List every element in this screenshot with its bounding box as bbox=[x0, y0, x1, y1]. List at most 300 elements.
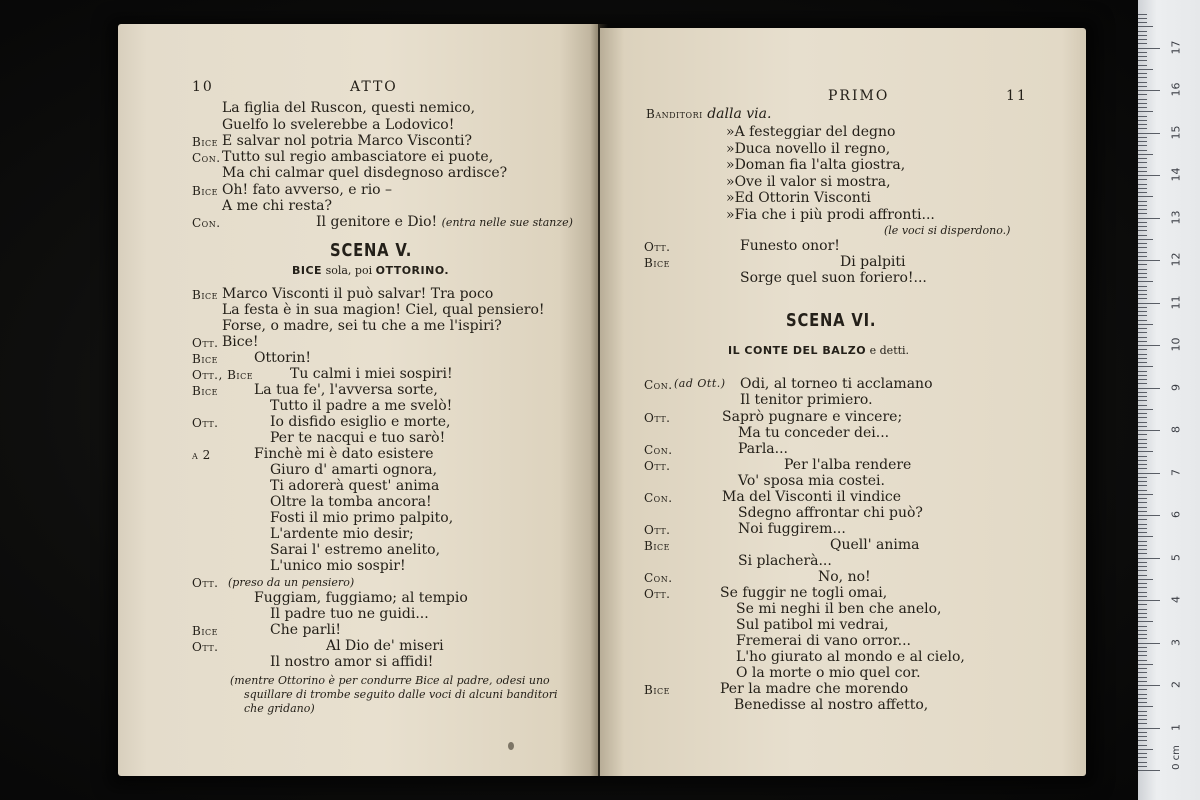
verse-line bbox=[222, 302, 545, 318]
ruler-tick bbox=[1138, 128, 1147, 129]
ruler-tick bbox=[1138, 545, 1147, 546]
ruler-tick bbox=[1138, 396, 1147, 397]
subtitle-text: e detti. bbox=[866, 344, 910, 357]
ruler-tick bbox=[1138, 290, 1147, 291]
verse-line bbox=[738, 425, 889, 441]
chorus-line: »A festeggiar del degno bbox=[726, 124, 896, 140]
ruler-tick bbox=[1138, 681, 1147, 682]
verse-text: L'unico mio sospir! bbox=[270, 558, 406, 574]
ruler-tick bbox=[1138, 82, 1147, 83]
ruler-number: 1 bbox=[1169, 723, 1183, 731]
verse-text: L'ho giurato al mondo e al cielo, bbox=[736, 649, 965, 665]
ruler-tick bbox=[1138, 303, 1160, 304]
ruler-tick bbox=[1138, 434, 1147, 435]
ruler-tick bbox=[1138, 247, 1147, 248]
page-number: 11 bbox=[1006, 88, 1028, 104]
ruler-tick bbox=[1138, 124, 1147, 125]
ruler-tick bbox=[1138, 154, 1153, 155]
ruler-tick bbox=[1138, 596, 1147, 597]
ruler-tick bbox=[1138, 655, 1147, 656]
verse-text: Fremerai di vano orror... bbox=[736, 633, 912, 649]
verse-text: Di palpiti bbox=[840, 254, 906, 270]
ruler-tick bbox=[1138, 413, 1147, 414]
ruler-tick bbox=[1138, 260, 1160, 261]
verse-line bbox=[840, 254, 905, 270]
verse-line bbox=[738, 441, 788, 457]
ruler-tick bbox=[1138, 587, 1147, 588]
ruler-tick bbox=[1138, 320, 1147, 321]
ruler-tick bbox=[1138, 481, 1147, 482]
ruler-tick bbox=[1138, 281, 1153, 282]
ruler-number: 16 bbox=[1169, 82, 1183, 97]
verse-text: Al Dio de' miseri bbox=[326, 638, 444, 654]
chorus-line: »Fia che i più prodi affronti... bbox=[726, 206, 935, 223]
verse-text: Per l'alba rendere bbox=[784, 457, 912, 473]
verse-line bbox=[222, 149, 493, 165]
ruler-tick bbox=[1138, 694, 1147, 695]
verse-line bbox=[290, 366, 453, 382]
ruler-tick bbox=[1138, 579, 1153, 580]
ruler-tick bbox=[1138, 222, 1147, 223]
ruler-tick bbox=[1138, 570, 1147, 571]
verse-text: Sul patibol mi vedrai, bbox=[736, 617, 889, 633]
verse-text: Fosti il mio primo palpito, bbox=[270, 510, 454, 526]
ruler-tick bbox=[1138, 48, 1160, 49]
ruler-tick bbox=[1138, 103, 1147, 104]
scene-title: SCENA V. bbox=[330, 240, 413, 261]
verse-line bbox=[222, 334, 259, 350]
verse-line bbox=[270, 542, 440, 558]
ruler-number: 7 bbox=[1169, 468, 1183, 476]
verse-line bbox=[228, 574, 354, 591]
verse-line bbox=[316, 214, 573, 231]
ruler-tick bbox=[1138, 239, 1153, 240]
verse-line bbox=[270, 414, 450, 430]
verse-line bbox=[736, 633, 911, 649]
ruler-tick bbox=[1138, 677, 1147, 678]
verse-text: Ma tu conceder dei... bbox=[738, 425, 890, 441]
verse-text: La tua fe', l'avversa sorte, bbox=[254, 382, 438, 398]
ruler-tick bbox=[1138, 745, 1147, 746]
speaker: Banditori bbox=[646, 107, 703, 121]
ruler-tick bbox=[1138, 562, 1147, 563]
verse-line bbox=[736, 617, 889, 633]
ruler-tick bbox=[1138, 213, 1147, 214]
ruler-tick bbox=[1138, 226, 1147, 227]
ruler-tick bbox=[1138, 26, 1153, 27]
character-name: IL CONTE DEL BALZO bbox=[728, 344, 867, 357]
ruler-number: 9 bbox=[1169, 383, 1183, 391]
ruler-tick bbox=[1138, 524, 1147, 525]
ruler-tick bbox=[1138, 77, 1147, 78]
verse-line bbox=[740, 376, 933, 392]
ruler-tick bbox=[1138, 315, 1147, 316]
ruler-tick bbox=[1138, 362, 1147, 363]
speaker-label: Bice bbox=[192, 384, 218, 398]
ruler-tick bbox=[1138, 379, 1147, 380]
right-page bbox=[600, 28, 1086, 776]
ruler-tick bbox=[1138, 273, 1147, 274]
ruler-number: 4 bbox=[1169, 596, 1183, 603]
speaker-label: Con. bbox=[644, 491, 673, 505]
ruler-tick bbox=[1138, 409, 1153, 410]
ruler-tick bbox=[1138, 422, 1147, 423]
verse-line bbox=[740, 392, 873, 408]
verse-line bbox=[270, 430, 445, 446]
verse-line bbox=[734, 697, 928, 713]
ruler-tick bbox=[1138, 617, 1147, 618]
verse-line bbox=[254, 382, 438, 398]
speaker-label: Ott. bbox=[644, 240, 671, 254]
verse-line bbox=[270, 606, 429, 622]
ruler-tick bbox=[1138, 31, 1147, 32]
verse-line bbox=[270, 526, 414, 542]
verse-text: Ti adorerà quest' anima bbox=[270, 478, 440, 494]
verse-line bbox=[270, 398, 452, 414]
ruler-tick bbox=[1138, 405, 1147, 406]
stage-direction-line: (mentre Ottorino è per condurre Bice al padre, odesi uno bbox=[230, 674, 550, 687]
verse-line bbox=[222, 133, 472, 149]
verse-line bbox=[222, 318, 502, 334]
verse-text: Per la madre che morendo bbox=[720, 681, 909, 697]
ruler-tick bbox=[1138, 553, 1147, 554]
verse-text: Bice! bbox=[222, 334, 259, 350]
verse-text: La figlia del Ruscon, questi nemico, bbox=[222, 100, 476, 116]
speaker-label: Bice bbox=[192, 624, 218, 638]
verse-text: Ottorin! bbox=[254, 350, 311, 366]
ruler-tick bbox=[1138, 205, 1147, 206]
verse-text: Oh! fato avverso, e rio – bbox=[222, 182, 393, 198]
verse-text: A me chi resta? bbox=[222, 198, 332, 214]
ink-smudge bbox=[508, 742, 514, 750]
ruler-tick bbox=[1138, 400, 1147, 401]
verse-line bbox=[720, 585, 887, 601]
verse-text: Ma chi calmar quel disdegnoso ardisce? bbox=[222, 165, 508, 181]
ruler-tick bbox=[1138, 43, 1147, 44]
ruler-tick bbox=[1138, 740, 1147, 741]
verse-line bbox=[270, 558, 406, 574]
intro-line bbox=[646, 106, 771, 122]
verse-line bbox=[254, 590, 468, 606]
ruler-tick bbox=[1138, 349, 1147, 350]
ruler-tick bbox=[1138, 651, 1147, 652]
ruler-tick bbox=[1138, 133, 1160, 134]
verse-line bbox=[222, 100, 475, 116]
speaker-label: Con. bbox=[192, 151, 221, 165]
ruler-tick bbox=[1138, 145, 1147, 146]
scene-title: SCENA VI. bbox=[786, 310, 877, 331]
stage-direction: (entra nelle sue stanze) bbox=[441, 216, 573, 229]
ruler-tick bbox=[1138, 490, 1147, 491]
ruler-tick bbox=[1138, 171, 1147, 172]
verse-line bbox=[736, 649, 965, 665]
stage-direction-line: squillare di trombe seguito dalle voci di alcuni banditori bbox=[244, 688, 558, 701]
ruler-tick bbox=[1138, 341, 1147, 342]
running-head: PRIMO bbox=[828, 88, 890, 104]
ruler-tick bbox=[1138, 162, 1147, 163]
ruler-tick bbox=[1138, 689, 1147, 690]
verse-text: L'ardente mio desir; bbox=[270, 526, 414, 542]
ruler-number: 14 bbox=[1169, 167, 1183, 182]
verse-text: Forse, o madre, sei tu che a me l'ispiri? bbox=[222, 318, 502, 334]
ruler-tick bbox=[1138, 86, 1147, 87]
ruler-tick bbox=[1138, 511, 1147, 512]
ruler-tick bbox=[1138, 460, 1147, 461]
stage-direction-line: che gridano) bbox=[244, 702, 315, 715]
verse-line bbox=[270, 622, 341, 638]
ruler-tick bbox=[1138, 613, 1147, 614]
ruler-tick bbox=[1138, 498, 1147, 499]
show-through-text bbox=[620, 388, 625, 407]
verse-line bbox=[736, 601, 941, 617]
verse-text: Giuro d' amarti ognora, bbox=[270, 462, 438, 478]
ruler-tick bbox=[1138, 647, 1147, 648]
verse-line bbox=[326, 638, 444, 654]
ruler-tick bbox=[1138, 209, 1147, 210]
ruler-tick bbox=[1138, 600, 1160, 601]
measuring-ruler bbox=[1138, 0, 1200, 800]
ruler-tick bbox=[1138, 736, 1147, 737]
ruler-tick bbox=[1138, 56, 1147, 57]
verse-text: Il padre tuo ne guidi... bbox=[270, 606, 429, 622]
ruler-tick bbox=[1138, 65, 1147, 66]
ruler-tick bbox=[1138, 698, 1147, 699]
verse-text: Si placherà... bbox=[738, 553, 832, 569]
ruler-tick bbox=[1138, 196, 1153, 197]
verse-line bbox=[740, 270, 927, 286]
verse-line bbox=[270, 478, 439, 494]
ruler-tick bbox=[1138, 719, 1147, 720]
verse-line bbox=[254, 350, 311, 366]
verse-text: Odi, al torneo ti acclamano bbox=[740, 376, 933, 392]
verse-text: Se mi neghi il ben che anelo, bbox=[736, 601, 942, 617]
ruler-tick bbox=[1138, 706, 1153, 707]
speaker-label: Con. bbox=[644, 443, 673, 457]
stage-direction: dalla via. bbox=[707, 106, 772, 122]
ruler-tick bbox=[1138, 269, 1147, 270]
ruler-tick bbox=[1138, 443, 1147, 444]
verse-line bbox=[818, 569, 871, 585]
chorus-line: »Ed Ottorin Visconti bbox=[726, 190, 871, 206]
ruler-tick bbox=[1138, 366, 1153, 367]
ruler-tick bbox=[1138, 762, 1147, 763]
speaker-label: Bice bbox=[192, 352, 218, 366]
ruler-tick bbox=[1138, 218, 1160, 219]
verse-line bbox=[736, 665, 921, 681]
ruler-tick bbox=[1138, 621, 1153, 622]
left-page bbox=[118, 24, 598, 776]
ruler-tick bbox=[1138, 332, 1147, 333]
ruler-tick bbox=[1138, 337, 1147, 338]
verse-text: No, no! bbox=[818, 569, 871, 585]
ruler-number: 12 bbox=[1169, 252, 1183, 267]
verse-text: Il genitore e Dio! bbox=[316, 214, 438, 230]
ruler-tick bbox=[1138, 664, 1153, 665]
ruler-tick bbox=[1138, 626, 1147, 627]
ruler-tick bbox=[1138, 426, 1147, 427]
ruler-tick bbox=[1138, 536, 1153, 537]
speaker-label: Con. bbox=[644, 378, 673, 392]
verse-text: Guelfo lo svelerebbe a Lodovico! bbox=[222, 117, 455, 133]
ruler-tick bbox=[1138, 14, 1147, 15]
ruler-tick bbox=[1138, 243, 1147, 244]
verse-line bbox=[738, 473, 885, 489]
ruler-tick bbox=[1138, 235, 1147, 236]
verse-line bbox=[222, 117, 454, 133]
ruler-tick bbox=[1138, 179, 1147, 180]
chorus-line: »Ove il valor si mostra, bbox=[726, 173, 891, 190]
speaker-label: Ott., Bice bbox=[192, 368, 254, 382]
speaker-label: Ott. bbox=[644, 459, 671, 473]
verse-text: Il tenitor primiero. bbox=[740, 392, 873, 408]
ruler-tick bbox=[1138, 528, 1147, 529]
verse-text: Benedisse al nostro affetto, bbox=[734, 697, 929, 713]
ruler-tick bbox=[1138, 388, 1160, 389]
subtitle-text: sola, poi bbox=[322, 264, 376, 277]
verse-text: Saprò pugnare e vincere; bbox=[722, 409, 903, 425]
verse-text: Fuggiam, fuggiamo; al tempio bbox=[254, 590, 468, 606]
ruler-tick bbox=[1138, 668, 1147, 669]
ruler-number: 6 bbox=[1169, 511, 1183, 518]
speaker-label: Bice bbox=[644, 256, 670, 270]
ruler-tick bbox=[1138, 468, 1147, 469]
verse-line bbox=[222, 182, 392, 198]
speaker-label: a 2 bbox=[192, 448, 211, 462]
speaker-label: Bice bbox=[192, 288, 218, 302]
verse-text: Oltre la tomba ancora! bbox=[270, 494, 432, 510]
ruler-tick bbox=[1138, 392, 1147, 393]
verse-text: E salvar nol potria Marco Visconti? bbox=[222, 133, 472, 149]
stage-direction: (preso da un pensiero) bbox=[228, 576, 355, 589]
speaker-label: Ott. bbox=[192, 576, 219, 590]
verse-text: Tutto sul regio ambasciatore ei puote, bbox=[222, 149, 494, 165]
ruler-tick bbox=[1138, 39, 1147, 40]
verse-line bbox=[738, 505, 923, 521]
ruler-number: 2 bbox=[1169, 681, 1183, 688]
ruler-tick bbox=[1138, 749, 1153, 750]
verse-line bbox=[722, 409, 902, 425]
ruler-tick bbox=[1138, 99, 1147, 100]
ruler-tick bbox=[1138, 311, 1147, 312]
verse-line bbox=[830, 537, 920, 553]
speaker-label: Ott. bbox=[644, 411, 671, 425]
ruler-tick bbox=[1138, 502, 1147, 503]
verse-text: O la morte o mio quel cor. bbox=[736, 665, 921, 681]
ruler-tick bbox=[1138, 770, 1160, 771]
ruler-tick bbox=[1138, 324, 1153, 325]
verse-line bbox=[740, 238, 840, 254]
ruler-tick bbox=[1138, 519, 1147, 520]
ruler-tick bbox=[1138, 294, 1147, 295]
ruler-number: 10 bbox=[1169, 337, 1183, 352]
ruler-tick bbox=[1138, 358, 1147, 359]
verse-text: Che parli! bbox=[270, 622, 342, 638]
ruler-tick bbox=[1138, 485, 1147, 486]
verse-text: Per te nacqui e tuo sarò! bbox=[270, 430, 446, 446]
ruler-tick bbox=[1138, 60, 1147, 61]
ruler-tick bbox=[1138, 630, 1147, 631]
ruler-tick bbox=[1138, 298, 1147, 299]
speaker-label: Ott. bbox=[192, 416, 219, 430]
ruler-tick bbox=[1138, 634, 1147, 635]
ruler-tick bbox=[1138, 583, 1147, 584]
ruler-tick bbox=[1138, 715, 1147, 716]
ruler-tick bbox=[1138, 451, 1153, 452]
ruler-tick bbox=[1138, 141, 1147, 142]
ruler-tick bbox=[1138, 22, 1147, 23]
ruler-tick bbox=[1138, 52, 1147, 53]
ruler-tick bbox=[1138, 541, 1147, 542]
ruler-tick bbox=[1138, 354, 1147, 355]
verse-text: Parla... bbox=[738, 441, 789, 457]
ruler-tick bbox=[1138, 473, 1160, 474]
verse-text: La festa è in sua magion! Ciel, qual pensiero! bbox=[222, 302, 545, 318]
speaker-label: Bice bbox=[644, 683, 670, 697]
ruler-tick bbox=[1138, 345, 1160, 346]
ruler-tick bbox=[1138, 111, 1153, 112]
ruler-tick bbox=[1138, 90, 1160, 91]
ruler-tick bbox=[1138, 116, 1147, 117]
verse-line bbox=[222, 198, 332, 214]
speaker-label: Bice bbox=[192, 184, 218, 198]
verse-text: Noi fuggirem... bbox=[738, 521, 846, 537]
ruler-tick bbox=[1138, 230, 1147, 231]
ruler-tick bbox=[1138, 711, 1147, 712]
ruler-tick bbox=[1138, 643, 1160, 644]
character-name: OTTORINO. bbox=[375, 264, 450, 277]
verse-text: Vo' sposa mia costei. bbox=[738, 473, 885, 489]
ruler-tick bbox=[1138, 417, 1147, 418]
speaker-label: Ott. bbox=[192, 640, 219, 654]
verse-line bbox=[270, 510, 453, 526]
verse-text: Sdegno affrontar chi può? bbox=[738, 505, 923, 521]
chorus-line: »Doman fia l'alta giostra, bbox=[726, 157, 906, 173]
ruler-tick bbox=[1138, 120, 1147, 121]
ruler-tick bbox=[1138, 158, 1147, 159]
ruler-tick bbox=[1138, 150, 1147, 151]
ruler-tick bbox=[1138, 175, 1160, 176]
ruler-tick bbox=[1138, 456, 1147, 457]
ruler-tick bbox=[1138, 558, 1160, 559]
speaker-label: Bice bbox=[192, 135, 218, 149]
ruler-tick bbox=[1138, 35, 1147, 36]
ruler-tick bbox=[1138, 592, 1147, 593]
ruler-tick bbox=[1138, 137, 1147, 138]
ruler-tick bbox=[1138, 69, 1153, 70]
ruler-tick bbox=[1138, 430, 1160, 431]
ruler-number: 17 bbox=[1169, 40, 1183, 54]
verse-text: Se fuggir ne togli omai, bbox=[720, 585, 888, 601]
verse-line bbox=[784, 457, 911, 473]
verse-text: Il nostro amor si affidi! bbox=[270, 654, 434, 670]
ruler-tick bbox=[1138, 702, 1147, 703]
ruler-number: 15 bbox=[1169, 125, 1183, 139]
ruler-tick bbox=[1138, 549, 1147, 550]
page-number: 10 bbox=[192, 79, 214, 95]
ruler-number: 5 bbox=[1169, 553, 1183, 561]
verse-line bbox=[270, 494, 432, 510]
ruler-tick bbox=[1138, 728, 1160, 729]
ruler-tick bbox=[1138, 371, 1147, 372]
speaker-label: Ott. bbox=[192, 336, 219, 350]
ruler-tick bbox=[1138, 252, 1147, 253]
ruler-tick bbox=[1138, 383, 1147, 384]
verse-text: Marco Visconti il può salvar! Tra poco bbox=[222, 286, 494, 302]
ruler-tick bbox=[1138, 604, 1147, 605]
ruler-number: 3 bbox=[1169, 638, 1183, 646]
ruler-tick bbox=[1138, 18, 1147, 19]
ruler-tick bbox=[1138, 566, 1147, 567]
